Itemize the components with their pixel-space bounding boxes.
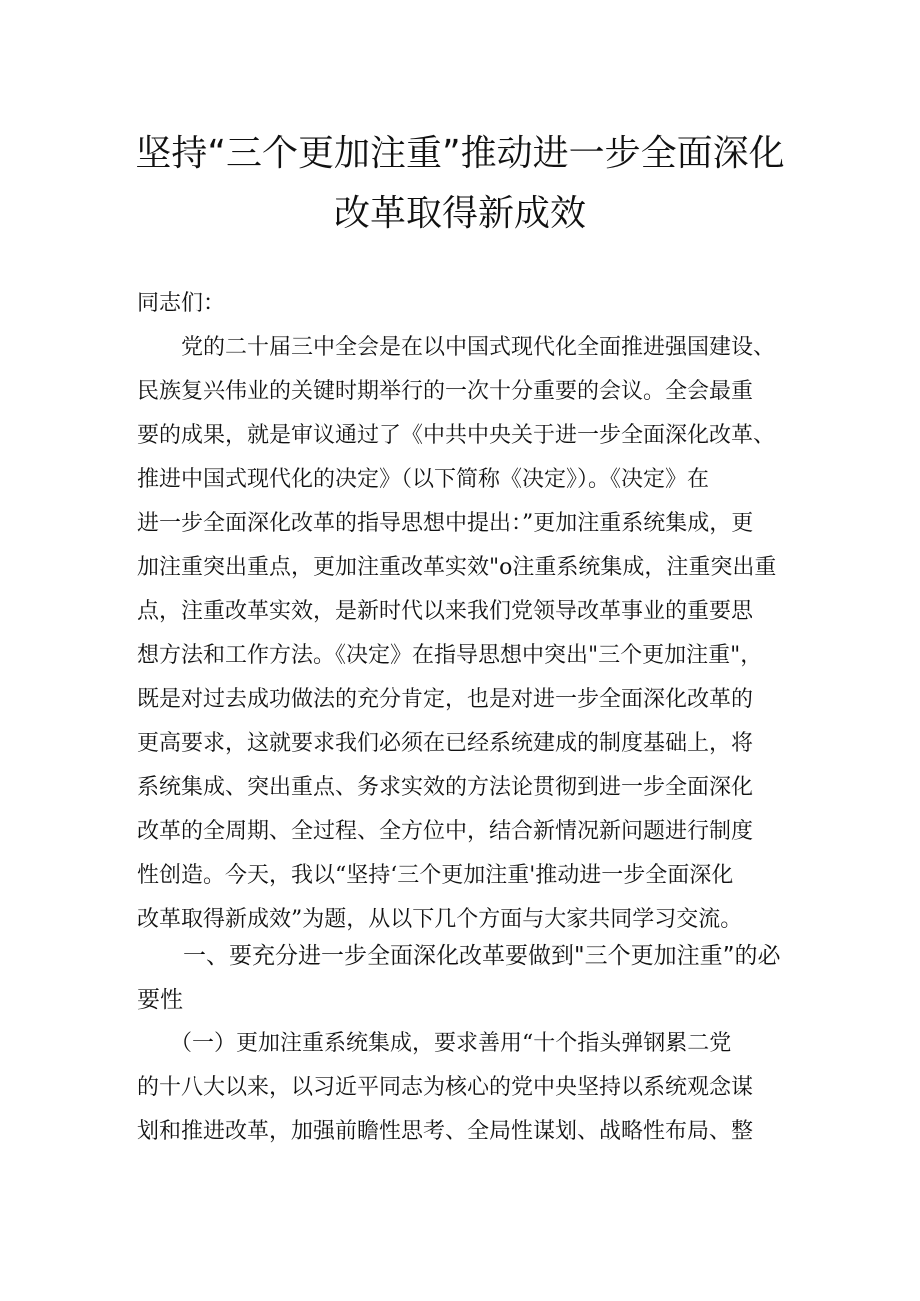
paragraph-line: 民族复兴伟业的关键时期举行的一次十分重要的会议。全会最重 <box>137 379 754 404</box>
paragraph-line: 想方法和工作方法。《决定》在指导思想中突出"三个更加注重"， <box>137 643 763 668</box>
document-title-line-1: 坚持“三个更加注重”推动进一步全面深化 <box>135 133 785 174</box>
paragraph-line: 改革取得新成效”为题，从以下几个方面与大家共同学习交流。 <box>137 907 743 932</box>
paragraph-line: 既是对过去成功做法的充分肯定，也是对进一步全面深化改革的 <box>137 687 754 712</box>
paragraph-line: 推进中国式现代化的决定》（以下简称《决定》）。《决定》在 <box>137 467 710 492</box>
paragraph-line: 党的二十届三中全会是在以中国式现代化全面推进强国建设、 <box>137 335 776 360</box>
paragraph-line: 要的成果，就是审议通过了《中共中央关于进一步全面深化改革、 <box>137 423 776 448</box>
paragraph-line: 进一步全面深化改革的指导思想中提出：”更加注重系统集成，更 <box>137 511 754 536</box>
paragraph-line: 划和推进改革，加强前瞻性思考、全局性谋划、战略性布局、整 <box>137 1119 754 1144</box>
paragraph-line: 性创造。今天，我以“坚持‘三个更加注重'推动进一步全面深化 <box>137 863 734 888</box>
paragraph-line: 点，注重改革实效，是新时代以来我们党领导改革事业的重要思 <box>137 599 754 624</box>
section-heading-1 <box>137 934 797 1022</box>
document-title-line-2: 改革取得新成效 <box>333 193 586 234</box>
salutation: 同志们： <box>137 291 226 316</box>
paragraph-intro <box>137 326 797 942</box>
paragraph-section-1-1 <box>137 1022 797 1154</box>
heading-line: 要性 <box>137 987 183 1013</box>
paragraph-line: （一）更加注重系统集成，要求善用“十个指头弹钢累二党 <box>137 1031 732 1056</box>
paragraph-line: 改革的全周期、全过程、全方位中，结合新情况新问题进行制度 <box>137 819 754 844</box>
paragraph-line: 更高要求，这就要求我们必须在已经系统建成的制度基础上，将 <box>137 731 754 756</box>
paragraph-line: 加注重突出重点，更加注重改革实效"o注重系统集成，注重突出重 <box>137 555 777 580</box>
paragraph-line: 的十八大以来，以习近平同志为核心的党中央坚持以系统观念谋 <box>137 1075 754 1100</box>
paragraph-line: 系统集成、突出重点、务求实效的方法论贯彻到进一步全面深化 <box>137 775 754 800</box>
heading-line: 一、要充分进一步全面深化改革要做到"三个更加注重”的必 <box>137 943 781 969</box>
